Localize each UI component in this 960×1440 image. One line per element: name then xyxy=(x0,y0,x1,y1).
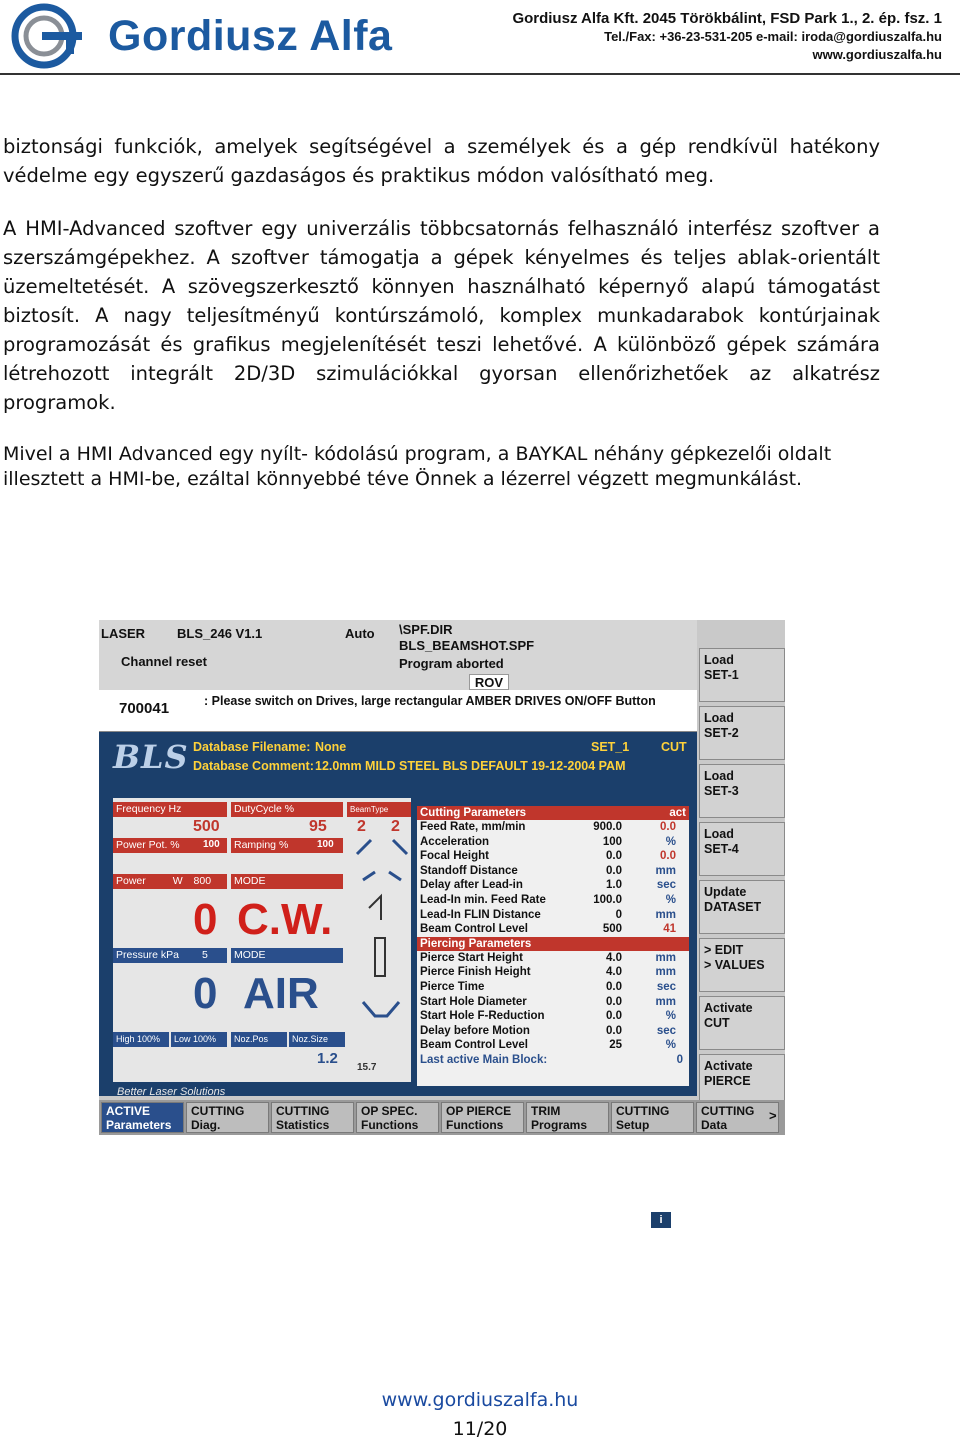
website-link[interactable]: www.gordiuszalfa.hu xyxy=(812,47,942,62)
low-label-text: Low xyxy=(174,1034,191,1044)
parameter-row xyxy=(417,849,689,864)
power-unit: W xyxy=(172,875,183,887)
power-pot-value: 100 xyxy=(203,839,220,850)
softkey-bottom-8[interactable]: CUTTING Data xyxy=(696,1102,779,1133)
parameter-value: 900.0 xyxy=(593,821,622,833)
parameter-value: 100 xyxy=(602,835,622,848)
parameter-row xyxy=(417,965,689,980)
noz-size-value: 1.2 xyxy=(317,1050,338,1067)
last-block-row xyxy=(417,1053,689,1067)
power-pot-label: Power Pot. % xyxy=(113,838,227,853)
header-divider xyxy=(0,73,960,75)
parameter-name: Beam Control Level xyxy=(420,923,528,936)
cutting-rows xyxy=(417,820,689,937)
parameter-value: 0.0 xyxy=(606,995,622,1008)
parameter-actual: mm xyxy=(655,951,676,964)
phone-email: Tel./Fax: +36-23-531-205 e-mail: iroda@gordiuszalfa.hu xyxy=(604,29,942,44)
last-block-label: Last active Main Block: xyxy=(420,1053,548,1066)
paragraph-1: biztonsági funkciók, amelyek segítségével a személyek és a gép rendkívül hatékony védelme egy egyszerű gazdaságos és praktikus módon valósítható meg. xyxy=(3,135,880,187)
softkey-right-3[interactable]: Load SET-3 xyxy=(699,764,785,818)
parameter-row xyxy=(417,908,689,923)
parameter-row xyxy=(417,980,689,995)
softkey-right-2[interactable]: Load SET-2 xyxy=(699,706,785,760)
parameter-value: 0.0 xyxy=(606,1024,622,1037)
parameter-actual: mm xyxy=(655,908,676,921)
parameter-name: Lead-In min. Feed Rate xyxy=(420,893,546,906)
softkey-right-8[interactable]: Activate PIERCE xyxy=(699,1054,785,1108)
program-label: BLS_BEAMSHOT.SPF xyxy=(399,638,535,653)
softkey-right-7[interactable]: Activate CUT xyxy=(699,996,785,1050)
parameter-row xyxy=(417,1009,689,1024)
company-address: Gordiusz Alfa Kft. 2045 Törökbálint, FSD Park 1., 2. ép. fsz. 1 xyxy=(512,10,942,27)
parameter-row xyxy=(417,820,689,835)
power-label-text: Power xyxy=(116,875,146,887)
softkey-right-4[interactable]: Load SET-4 xyxy=(699,822,785,876)
noz-pos-label: Noz.Pos xyxy=(231,1032,287,1047)
parameter-value: 100.0 xyxy=(593,893,622,906)
softkey-bottom-3[interactable]: CUTTING Statistics xyxy=(271,1102,354,1133)
parameter-value: 0.0 xyxy=(606,980,622,993)
parameter-actual: mm xyxy=(655,966,676,979)
noz-size-label: Noz.Size xyxy=(289,1032,345,1047)
parameter-actual: sec xyxy=(656,1024,676,1037)
parameter-name: Feed Rate, mm/min xyxy=(420,821,526,833)
beamtype-b: 2 xyxy=(391,818,400,835)
pressure-label xyxy=(113,948,227,963)
parameter-name: Focal Height xyxy=(420,850,490,863)
db-filename-label: Database Filename: xyxy=(193,740,311,754)
info-button[interactable]: i xyxy=(651,1212,671,1228)
db-cut: CUT xyxy=(661,740,687,754)
frequency-label: Frequency Hz xyxy=(113,802,227,817)
contact-block xyxy=(512,10,942,64)
parameter-row xyxy=(417,922,689,937)
mode-label: LASER xyxy=(101,626,146,641)
parameter-actual: % xyxy=(665,893,676,906)
low-label xyxy=(171,1032,227,1047)
page-number: 11/20 xyxy=(452,1418,508,1440)
bls-panel xyxy=(99,732,697,1096)
softkey-bottom-6[interactable]: TRIM Programs xyxy=(526,1102,609,1133)
better-laser-solutions: Better Laser Solutions xyxy=(117,1086,226,1098)
parameter-value: 0.0 xyxy=(606,850,622,863)
softkey-bottom-1[interactable]: ACTIVE Parameters xyxy=(101,1102,184,1133)
parameter-actual: % xyxy=(665,1010,676,1023)
version-label: BLS_246 V1.1 xyxy=(177,626,263,641)
parameter-name: Start Hole F-Reduction xyxy=(420,1010,545,1023)
power-label xyxy=(113,874,227,889)
channel-status: Channel reset xyxy=(121,654,207,669)
softkey-right-1[interactable]: Load SET-1 xyxy=(699,648,785,702)
paragraph-3: Mivel a HMI Advanced egy nyílt- kódolású program, a BAYKAL néhány gépkezelői oldalt illesztett a HMI-be, ezáltal könnyebbé téve Önnek a lézerrel végzett megmunkálást. xyxy=(3,443,832,490)
parameter-value: 500 xyxy=(602,923,622,936)
dutycycle-label: DutyCycle % xyxy=(231,802,343,817)
db-comment-label: Database Comment: xyxy=(193,759,314,773)
parameter-name: Beam Control Level xyxy=(420,1039,528,1052)
dutycycle-value: 95 xyxy=(309,818,327,835)
parameter-value: 25 xyxy=(609,1039,622,1052)
parameter-name: Pierce Finish Height xyxy=(420,966,531,979)
cutting-parameters-header xyxy=(417,806,689,820)
parameter-actual: % xyxy=(665,1039,676,1052)
pressure-value: 0 xyxy=(193,969,218,1018)
last-block-value: 0 xyxy=(676,1053,683,1066)
dir-label: \SPF.DIR xyxy=(399,622,453,637)
parameter-value: 0.0 xyxy=(606,1010,622,1023)
ramping-value: 100 xyxy=(317,839,334,850)
parameter-row xyxy=(417,835,689,850)
parameter-actual: sec xyxy=(656,980,676,993)
softkey-bottom-2[interactable]: CUTTING Diag. xyxy=(186,1102,269,1133)
mode-label-2: MODE xyxy=(231,948,343,963)
high-label-text: High xyxy=(116,1034,135,1044)
db-set: SET_1 xyxy=(591,740,630,754)
parameter-name: Delay before Motion xyxy=(420,1024,530,1037)
parameter-value: 1.0 xyxy=(606,879,622,892)
alarm-message: : Please switch on Drives, large rectangular AMBER DRIVES ON/OFF Button xyxy=(204,694,656,708)
parameter-actual: 0.0 xyxy=(660,850,676,863)
high-value: 100% xyxy=(137,1034,161,1044)
beamtype-a: 2 xyxy=(357,818,366,835)
gordiusz-logo-icon xyxy=(10,4,90,68)
parameter-actual: 41 xyxy=(663,923,676,936)
parameter-row xyxy=(417,1024,689,1039)
softkey-right-6[interactable]: > EDIT > VALUES xyxy=(699,938,785,992)
footer-url[interactable]: www.gordiuszalfa.hu xyxy=(381,1389,579,1411)
parameter-name: Lead-In FLIN Distance xyxy=(420,908,541,921)
parameter-actual: 0.0 xyxy=(660,821,676,833)
parameter-row xyxy=(417,893,689,908)
laser-state-block xyxy=(113,798,411,1082)
gas-value: AIR xyxy=(243,969,319,1018)
parameter-value: 4.0 xyxy=(606,951,622,964)
ramping-label: Ramping % xyxy=(231,838,343,853)
frequency-value: 500 xyxy=(193,818,220,835)
parameter-actual: mm xyxy=(655,995,676,1008)
piercing-title: Piercing Parameters xyxy=(420,937,532,950)
parameter-name: Pierce Start Height xyxy=(420,951,523,964)
horizontal-softkeys xyxy=(99,1100,785,1135)
bls-logo: BLS xyxy=(113,738,189,776)
alarm-number: 700041 xyxy=(119,700,170,717)
parameter-row xyxy=(417,864,689,879)
pressure-label-text: Pressure kPa xyxy=(116,949,180,961)
auto-label: Auto xyxy=(345,626,375,641)
parameter-row xyxy=(417,995,689,1010)
parameter-actual: mm xyxy=(655,864,676,877)
program-status: Program aborted xyxy=(399,656,504,671)
softkey-bottom-7[interactable]: CUTTING Setup xyxy=(611,1102,694,1133)
hmi-screenshot xyxy=(99,620,785,1226)
mode-value: C.W. xyxy=(237,895,333,944)
parameter-name: Standoff Distance xyxy=(420,864,518,877)
small-value: 15.7 xyxy=(357,1062,377,1073)
softkey-bottom-4[interactable]: OP SPEC. Functions xyxy=(356,1102,439,1133)
parameter-actual: % xyxy=(665,835,676,848)
alarm-line xyxy=(99,690,697,732)
power-max: 800 xyxy=(193,875,212,887)
db-comment: 12.0mm MILD STEEL BLS DEFAULT 19-12-2004 PAM xyxy=(315,759,626,773)
parameter-value: 0 xyxy=(615,908,622,921)
parameter-row xyxy=(417,951,689,966)
parameter-name: Pierce Time xyxy=(420,980,485,993)
rov-indicator: ROV xyxy=(469,674,509,690)
mode-label-1: MODE xyxy=(231,874,343,889)
power-value: 0 xyxy=(193,895,218,944)
parameter-name: Start Hole Diameter xyxy=(420,995,527,1008)
vertical-softkeys xyxy=(699,620,785,1100)
brand-name: Gordiusz Alfa xyxy=(108,12,393,60)
cutting-parameters-table xyxy=(417,806,689,1086)
beamtype-label: BeamType xyxy=(347,802,411,817)
piercing-parameters-header xyxy=(417,937,689,951)
low-value: 100% xyxy=(193,1034,217,1044)
parameter-name: Delay after Lead-in xyxy=(420,879,523,892)
parameter-row xyxy=(417,1038,689,1053)
parameter-name: Acceleration xyxy=(420,835,490,848)
high-label xyxy=(113,1032,169,1047)
more-softkeys-button[interactable]: > xyxy=(769,1108,777,1123)
softkey-bottom-5[interactable]: OP PIERCE Functions xyxy=(441,1102,524,1133)
cutting-title: Cutting Parameters xyxy=(420,807,527,819)
pressure-max: 5 xyxy=(201,949,208,961)
db-filename: None xyxy=(315,740,347,754)
piercing-rows xyxy=(417,951,689,1053)
paragraph-2: A HMI-Advanced szoftver egy univerzális többcsatornás felhasználó interfész szoftver a szerszámgépekhez. A szoftver támogatja a gépek kényelmes és teljes ablak-orientált üzemeltetését. A szövegszerkesztő könnyen használható képernyő alapú támogatást biztosít. A nagy teljesítményű kontúrszámoló, komplex munkadarabok kontúrjainak programozását és grafikus megjelenítését teszi lehetővé. A különböző gépek számára létrehozott integrált 2D/3D szimulációkkal gyorsan ellenőrizhetőek az alkatrész programok. xyxy=(3,217,880,414)
act-label: act xyxy=(669,807,686,819)
parameter-row xyxy=(417,878,689,893)
parameter-value: 0.0 xyxy=(606,864,622,877)
status-bar xyxy=(99,620,697,690)
softkey-right-5[interactable]: Update DATASET xyxy=(699,880,785,934)
parameter-actual: sec xyxy=(656,879,676,892)
beam-symbols-icon xyxy=(349,820,413,1050)
page-header xyxy=(0,0,960,76)
parameter-value: 4.0 xyxy=(606,966,622,979)
